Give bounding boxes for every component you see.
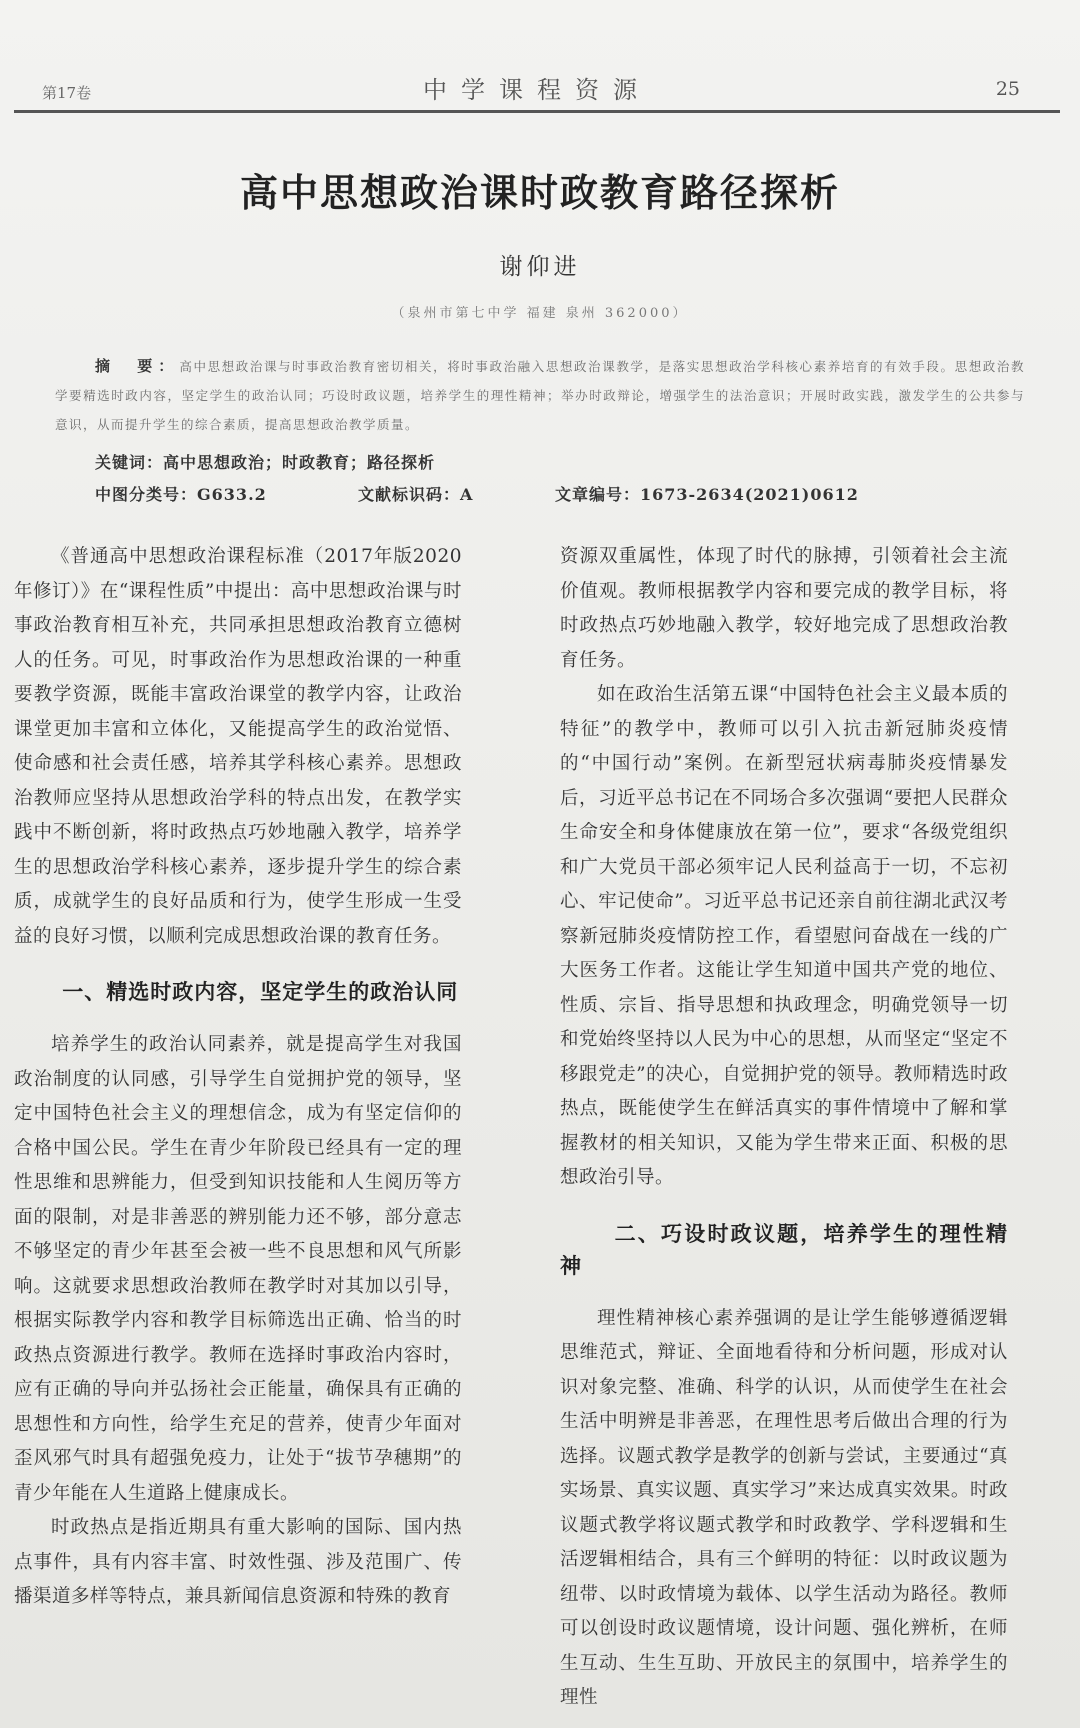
right-column <box>560 540 1008 1716</box>
keywords-line: 关键词：高中思想政治；时政教育；路径探析 <box>95 453 436 472</box>
abstract-block <box>55 352 1025 439</box>
abstract-label: 摘 要： <box>95 357 180 375</box>
paragraph: 《普通高中思想政治课程标准（2017年版2020年修订）》在“课程性质”中提出：高中思想政治课与时事政治教育相互补充，共同承担思想政治教育立德树人的任务。可见，时事政治作为思想政治课的一种重要教学资源，既能丰富政治课堂的教学内容，让政治课堂更加丰富和立体化，又能提高学生的政治觉悟、使命感和社会责任感，培养其学科核心素养。思想政治教师应坚持从思想政治学科的特点出发，在教学实践中不断创新，将时政热点巧妙地融入教学，培养学生的思想政治学科核心素养，逐步提升学生的综合素质，成就学生的良好品质和行为，使学生形成一生受益的良好习惯，以顺利完成思想政治课的教育任务。 <box>14 546 462 947</box>
article-author: 谢仰进 <box>499 254 581 280</box>
article-title: 高中思想政治课时政教育路径探析 <box>239 170 840 215</box>
article-number: 文章编号：1673-2634(2021)0612 <box>555 485 859 504</box>
paragraph: 时政热点是指近期具有重大影响的国际、国内热点事件，具有内容丰富、时效性强、涉及范围广、传播渠道多样等特点，兼具新闻信息资源和特殊的教育 <box>14 1517 462 1607</box>
paragraph: 如在政治生活第五课“中国特色社会主义最本质的特征”的教学中，教师可以引入抗击新冠肺炎疫情的“中国行动”案例。在新型冠状病毒肺炎疫情暴发后，习近平总书记在不同场合多次强调“要把人民群众生命安全和身体健康放在第一位”，要求“各级党组织和广大党员干部必须牢记人民利益高于一切，不忘初心、牢记使命”。习近平总书记还亲自前往湖北武汉考察新冠肺炎疫情防控工作，看望慰问奋战在一线的广大医务工作者。这能让学生知道中国共产党的地位、性质、宗旨、指导思想和执政理念，明确党领导一切和党始终坚持以人民为中心的思想，从而坚定“坚定不移跟党走”的决心，自觉拥护党的领导。教师精选时政热点，既能使学生在鲜活真实的事件情境中了解和掌握教材的相关知识，又能为学生带来正面、积极的思想政治引导。 <box>560 684 1008 1188</box>
left-column <box>14 540 462 1615</box>
paragraph: 培养学生的政治认同素养，就是提高学生对我国政治制度的认同感，引导学生自觉拥护党的领导，坚定中国特色社会主义的理想信念，成为有坚定信仰的合格中国公民。学生在青少年阶段已经具有一定的理性思维和思辨能力，但受到知识技能和人生阅历等方面的限制，对是非善恶的辨别能力还不够，部分意志不够坚定的青少年甚至会被一些不良思想和风气所影响。这就要求思想政治教师在教学时对其加以引导，根据实际教学内容和教学目标筛选出正确、恰当的时政热点资源进行教学。教师在选择时事政治内容时，应有正确的导向并弘扬社会正能量，确保具有正确的思想性和方向性，给学生充足的营养，使青少年面对歪风邪气时具有超强免疫力，让处于“拔节孕穗期”的青少年能在人生道路上健康成长。 <box>14 1034 462 1504</box>
author-affiliation: （泉州市第七中学 福建 泉州 362000） <box>391 306 689 321</box>
section-heading-1: 一、精选时政内容，坚定学生的政治认同 <box>62 979 459 1004</box>
paragraph: 理性精神核心素养强调的是让学生能够遵循逻辑思维范式，辩证、全面地看待和分析问题，形成对认识对象完整、准确、科学的认识，从而使学生在社会生活中明辨是非善恶，在理性思考后做出合理的行为选择。议题式教学是教学的创新与尝试，主要通过“真实场景、真实议题、真实学习”来达成真实效果。时政议题式教学将议题式教学和时政教学、学科逻辑和生活逻辑相结合，具有三个鲜明的特征：以时政议题为纽带、以时政情境为载体、以学生活动为路径。教师可以创设时政议题情境，设计问题、强化辨析，在师生互动、生生互助、开放民主的氛围中，培养学生的理性 <box>560 1307 1008 1708</box>
page-number: 25 <box>995 78 1020 100</box>
volume-label: 第17卷 <box>42 84 92 102</box>
paragraph-continued: 资源双重属性，体现了时代的脉搏，引领着社会主流价值观。教师根据教学内容和要完成的教学目标，将时政热点巧妙地融入教学，较好地完成了思想政治教育任务。 <box>560 546 1008 671</box>
section-heading-2: 二、巧设时政议题，培养学生的理性精神 <box>560 1220 1008 1278</box>
classification-row <box>95 482 995 506</box>
running-header <box>14 62 1060 113</box>
document-code: 文献标识码：A <box>358 485 474 504</box>
clc-number: 中图分类号：G633.2 <box>95 485 267 504</box>
abstract-text: 高中思想政治课与时事政治教育密切相关，将时事政治融入思想政治课教学，是落实思想政治学科核心素养培育的有效手段。思想政治教学要精选时政内容，坚定学生的政治认同；巧设时政议题，培养学生的理性精神；举办时政辩论，增强学生的法治意识；开展时政实践，激发学生的公共参与意识，从而提升学生的综合素质，提高思想政治教学质量。 <box>55 359 1025 432</box>
journal-name: 中学课程资源 <box>423 76 651 104</box>
